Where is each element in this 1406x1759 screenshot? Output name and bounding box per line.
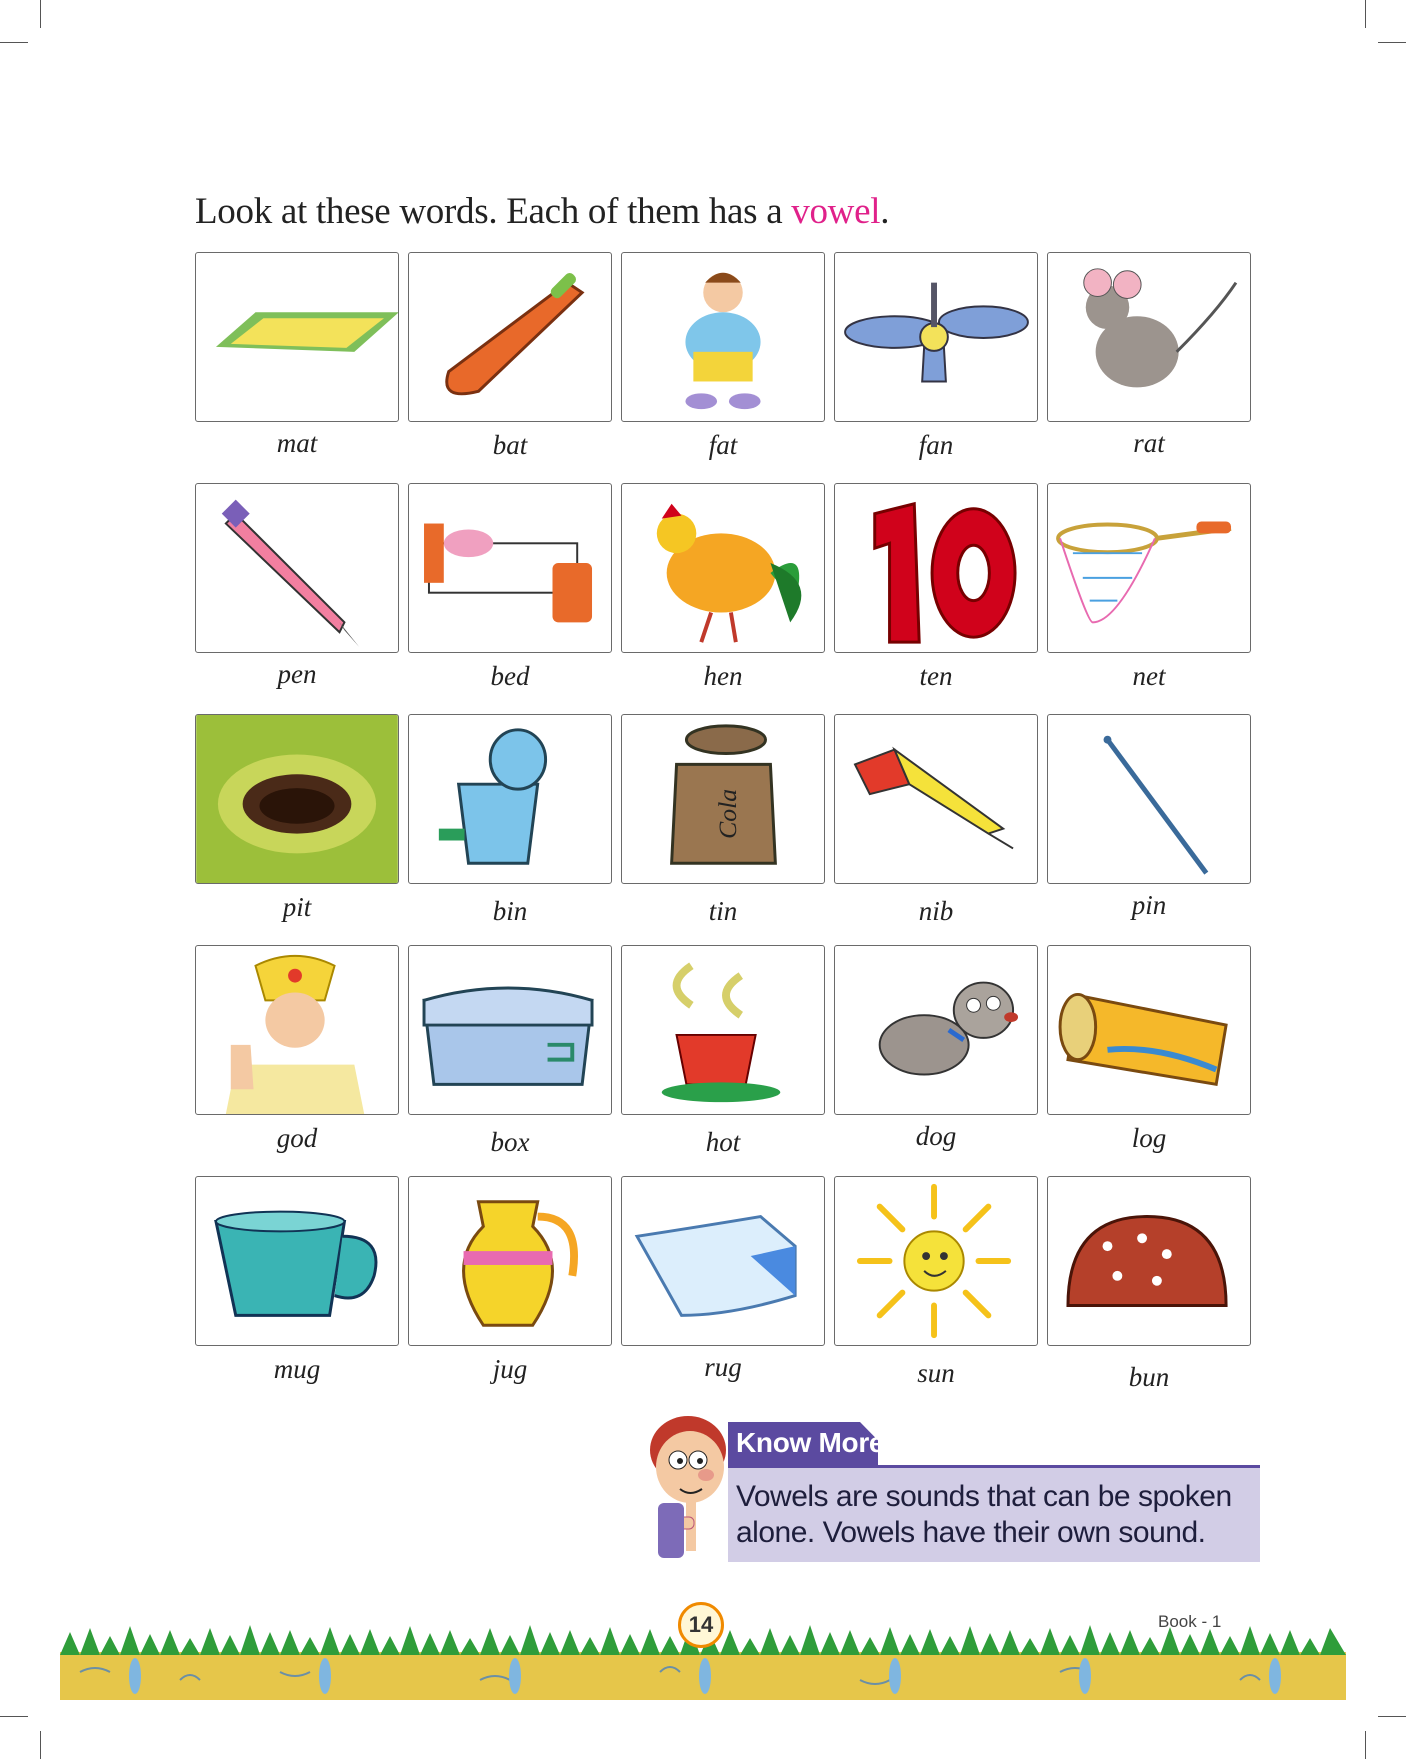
boy-reading-icon: [628, 1405, 738, 1565]
picture-card-net: [1047, 483, 1251, 653]
word-label: pen: [277, 659, 317, 689]
bat-icon: [409, 253, 611, 421]
box-icon: [409, 946, 611, 1114]
word-label: rat: [1133, 428, 1165, 458]
heading-end: .: [880, 191, 890, 232]
hot-cup-icon: [622, 946, 824, 1114]
mat-icon: [196, 253, 398, 421]
picture-card-bin: [408, 714, 612, 884]
fat-boy-icon: [622, 253, 824, 421]
log-icon: [1048, 946, 1250, 1114]
picture-card-hot: [621, 945, 825, 1115]
know-more-title: Know More: [736, 1427, 885, 1458]
picture-card-fan: [834, 252, 1038, 422]
dog-icon: [835, 946, 1037, 1114]
word-label: bun: [1128, 1362, 1170, 1392]
picture-card-bed: [408, 483, 612, 653]
picture-card-god: [195, 945, 399, 1115]
crop-mark: [40, 1731, 41, 1759]
crop-mark: [1378, 1716, 1406, 1717]
word-label: jug: [492, 1354, 528, 1384]
word-label: bed: [490, 661, 530, 691]
bed-icon: [409, 484, 611, 652]
picture-card-fat: [621, 252, 825, 422]
word-label: fan: [918, 430, 954, 460]
bin-icon: [409, 715, 611, 883]
word-label: bin: [492, 896, 528, 926]
word-label: net: [1132, 661, 1166, 691]
picture-card-mat: [195, 252, 399, 422]
crop-mark: [0, 1716, 28, 1717]
net-icon: [1048, 484, 1250, 652]
god-icon: [196, 946, 398, 1114]
word-label: sun: [917, 1358, 955, 1388]
word-label: bat: [492, 430, 528, 460]
word-label: dog: [915, 1121, 957, 1151]
jug-icon: [409, 1177, 611, 1345]
rat-icon: [1048, 253, 1250, 421]
word-label: ten: [919, 661, 953, 691]
picture-card-jug: [408, 1176, 612, 1346]
book-label: Book - 1: [1158, 1612, 1222, 1631]
page-heading: [195, 190, 889, 233]
word-label: tin: [708, 896, 738, 926]
know-more-text: Vowels are sounds that can be spoken alone. Vowels have their own sound.: [736, 1480, 1232, 1549]
crop-mark: [1378, 42, 1406, 43]
hen-icon: [622, 484, 824, 652]
rug-icon: [622, 1177, 824, 1345]
picture-card-box: [408, 945, 612, 1115]
picture-card-rug: [621, 1176, 825, 1346]
word-label: god: [276, 1123, 318, 1153]
heading-highlight: vowel: [791, 191, 881, 232]
number-ten-icon: [835, 484, 1037, 652]
picture-card-pen: [195, 483, 399, 653]
picture-card-log: [1047, 945, 1251, 1115]
word-label: fat: [708, 430, 738, 460]
picture-card-ten: [834, 483, 1038, 653]
nib-icon: [835, 715, 1037, 883]
word-label: mug: [273, 1354, 321, 1384]
tin-icon: [622, 715, 824, 883]
word-label: log: [1131, 1123, 1167, 1153]
sun-icon: [835, 1177, 1037, 1345]
fan-icon: [835, 253, 1037, 421]
crop-mark: [1365, 0, 1366, 28]
picture-card-sun: [834, 1176, 1038, 1346]
picture-card-bat: [408, 252, 612, 422]
crop-mark: [1365, 1731, 1366, 1759]
page-number: 14: [678, 1602, 724, 1648]
heading-text: Look at these words. Each of them has a: [195, 191, 792, 232]
pin-icon: [1048, 715, 1250, 883]
picture-card-mug: [195, 1176, 399, 1346]
word-label: pin: [1131, 890, 1167, 920]
know-more-box: [628, 1405, 1260, 1565]
picture-card-pin: [1047, 714, 1251, 884]
picture-card-dog: [834, 945, 1038, 1115]
word-label: mat: [276, 428, 318, 458]
picture-card-pit: [195, 714, 399, 884]
tin-label: Cola: [712, 788, 742, 839]
word-label: box: [490, 1127, 530, 1157]
pen-icon: [196, 484, 398, 652]
bun-icon: [1048, 1177, 1250, 1345]
word-label: pit: [282, 892, 312, 922]
crop-mark: [40, 0, 41, 28]
word-label: nib: [918, 896, 954, 926]
word-label: hot: [705, 1127, 741, 1157]
word-label: hen: [703, 661, 743, 691]
crop-mark: [0, 42, 28, 43]
picture-card-hen: [621, 483, 825, 653]
picture-card-nib: [834, 714, 1038, 884]
mug-icon: [196, 1177, 398, 1345]
picture-card-tin: [621, 714, 825, 884]
picture-card-bun: [1047, 1176, 1251, 1346]
pit-icon: [196, 715, 398, 883]
word-label: rug: [704, 1352, 742, 1382]
picture-card-rat: [1047, 252, 1251, 422]
